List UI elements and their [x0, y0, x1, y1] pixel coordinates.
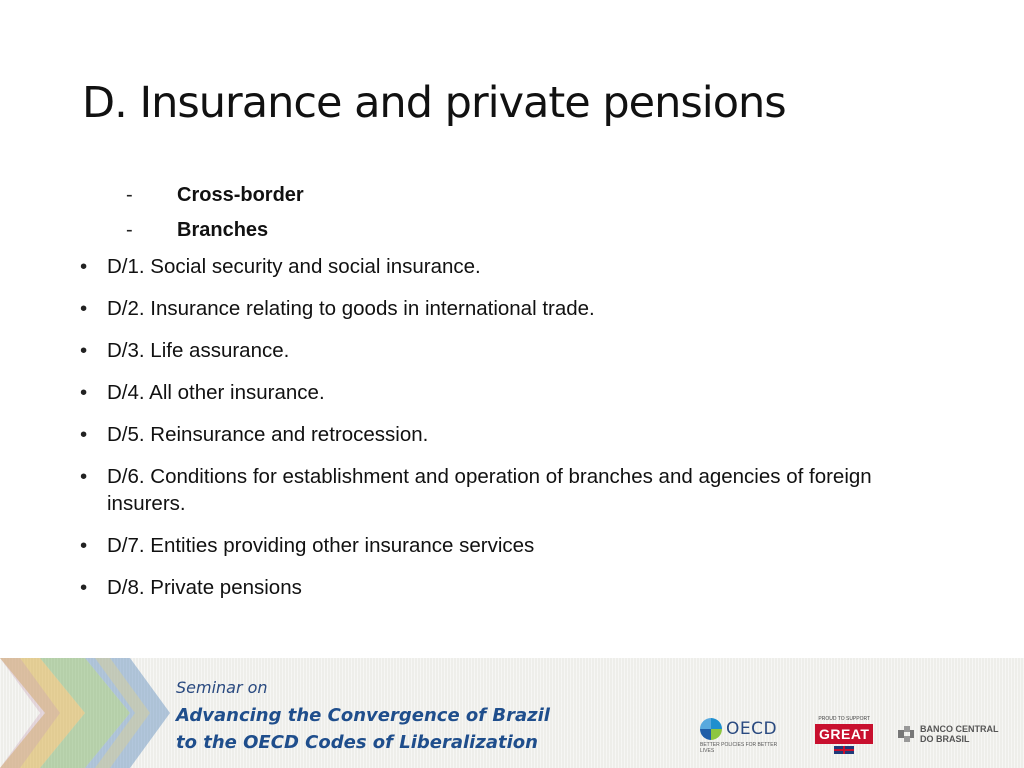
bullet-list: [80, 253, 940, 616]
banco-central-logo: [896, 724, 999, 744]
list-item: [80, 379, 940, 406]
list-item: [80, 463, 940, 517]
list-item-text: D/1. Social security and social insurance.: [107, 255, 481, 278]
sub-item: [126, 213, 304, 248]
great-tagline: PROUD TO SUPPORT: [818, 716, 871, 722]
list-item: [80, 295, 940, 322]
dash-marker: -: [126, 219, 133, 241]
list-item-text: D/7. Entities providing other insurance services: [107, 534, 535, 557]
list-item-text: D/4. All other insurance.: [107, 381, 325, 404]
oecd-tagline: BETTER POLICIES FOR BETTER LIVES: [700, 742, 778, 754]
bullet-icon: •: [80, 423, 88, 446]
list-item: [80, 421, 940, 448]
list-item-text: D/8. Private pensions: [107, 576, 302, 599]
bullet-icon: •: [80, 297, 88, 320]
oecd-globe-icon: [700, 718, 722, 740]
bullet-icon: •: [80, 255, 88, 278]
list-item: [80, 337, 940, 364]
bullet-icon: •: [80, 534, 88, 557]
list-item: [80, 532, 940, 559]
seminar-title-line-2: to the OECD Codes of Liberalization: [176, 732, 538, 753]
bullet-icon: •: [80, 381, 88, 404]
sub-item-list: [126, 178, 304, 248]
oecd-logo-text: OECD: [726, 719, 778, 739]
list-item-text: D/3. Life assurance.: [107, 339, 290, 362]
list-item: [80, 253, 940, 280]
list-item: [80, 574, 940, 601]
bullet-icon: •: [80, 576, 88, 599]
seminar-label: Seminar on: [176, 678, 268, 697]
great-logo: [815, 716, 873, 754]
union-flag-icon: [834, 746, 854, 754]
sub-item: [126, 178, 304, 213]
banco-central-line-2: DO BRASIL: [920, 734, 970, 744]
oecd-logo: [700, 718, 777, 740]
list-item-text: D/5. Reinsurance and retrocession.: [107, 423, 429, 446]
sub-item-label: Branches: [177, 219, 269, 241]
seminar-title-line-1: Advancing the Convergence of Brazil: [176, 705, 550, 726]
bullet-icon: •: [80, 339, 88, 362]
list-item-text: D/2. Insurance relating to goods in international trade.: [107, 297, 595, 320]
banco-central-line-1: BANCO CENTRAL: [920, 724, 999, 734]
list-item-text: D/6. Conditions for establishment and operation of branches and agencies of foreign insurers.: [107, 465, 872, 515]
bullet-icon: •: [80, 465, 88, 488]
sub-item-label: Cross-border: [177, 184, 304, 206]
slide-title: D. Insurance and private pensions: [82, 78, 786, 128]
dash-marker: -: [126, 184, 133, 206]
seminar-footer-banner: [0, 658, 1024, 768]
banco-central-emblem-icon: [896, 724, 916, 744]
great-logo-text: GREAT: [815, 724, 873, 744]
woven-pattern-icon: [0, 658, 170, 768]
